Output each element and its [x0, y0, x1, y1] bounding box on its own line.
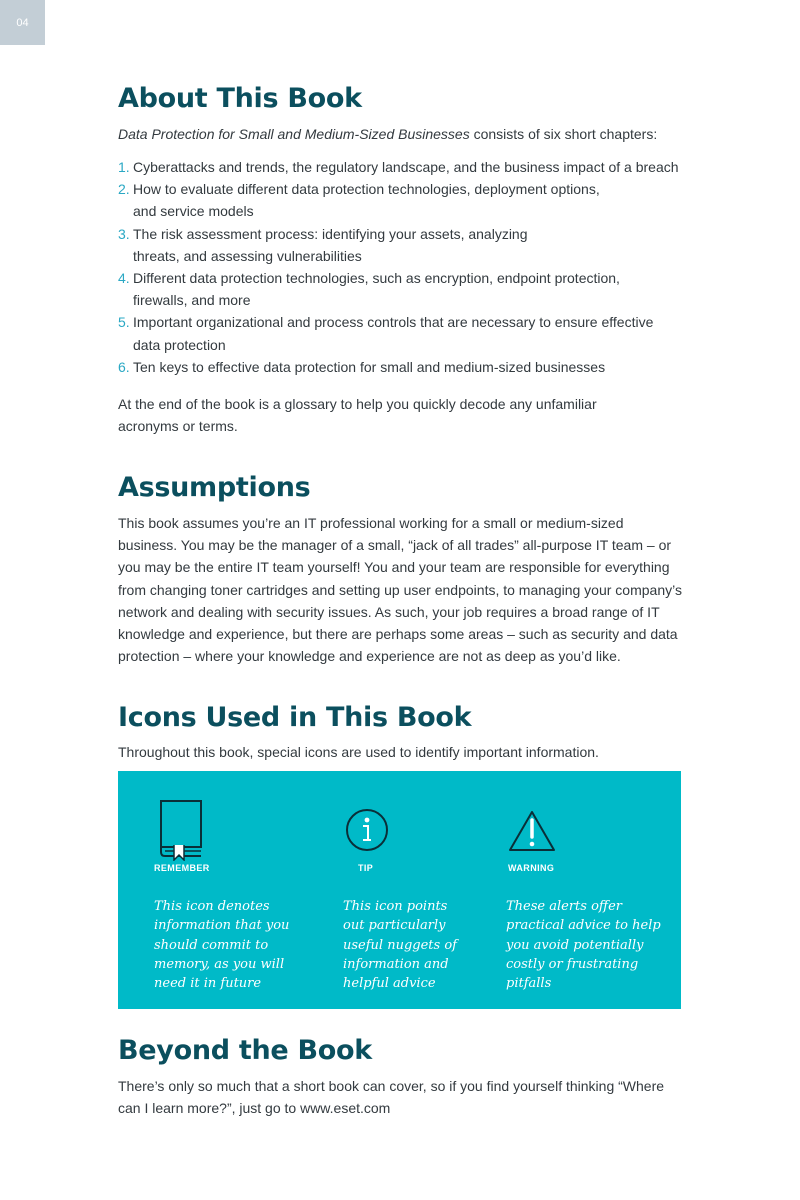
assumptions-heading: Assumptions — [118, 472, 311, 503]
about-intro-rest: consists of six short chapters: — [469, 126, 658, 142]
page-number-tab — [0, 0, 45, 45]
warning-triangle-icon — [508, 809, 556, 853]
list-item — [118, 356, 684, 378]
icon-item-tip — [342, 771, 502, 1009]
icon-item-warning — [506, 771, 676, 1009]
list-number: 6. — [118, 358, 130, 375]
list-number: 5. — [118, 314, 130, 331]
assumptions-body: This book assumes you’re an IT professional working for a small or medium-sized business. You may be the manager of a small, “jack of all trades” all-purpose IT team – or you may be the entire IT team yourself! You and your team are responsible for everything from changing toner cartridges and setting up user endpoints, to managing your company’s network and dealing with security issues. As such, your job requires a broad range of IT knowledge and experience, but there are perhaps some areas – such as security and data protection – where your knowledge and experience are not as deep as you’d like. — [118, 515, 682, 665]
about-heading: About This Book — [118, 83, 362, 114]
list-text: Important organizational and process controls that are necessary to ensure effective data protection — [133, 314, 654, 353]
book-title: Data Protection for Small and Medium-Sized Businesses — [118, 126, 470, 142]
list-text: Ten keys to effective data protection for small and medium-sized businesses — [133, 358, 606, 375]
about-closing: At the end of the book is a glossary to help you quickly decode any unfamiliar acronyms or terms. — [118, 396, 597, 435]
list-text: Cyberattacks and trends, the regulatory landscape, and the business impact of a breach — [133, 159, 679, 175]
info-circle-icon — [344, 807, 390, 853]
icon-label: REMEMBER — [154, 863, 210, 873]
list-text: The risk assessment process: identifying your assets, analyzing threats, and assessing vulnerabilities — [133, 225, 528, 264]
list-text: How to evaluate different data protection technologies, deployment options, and service models — [133, 181, 600, 220]
icons-intro: Throughout this book, special icons are used to identify important information. — [118, 744, 599, 760]
beyond-body: There’s only so much that a short book can cover, so if you find yourself thinking “Where can I learn more?”, just go to www.eset.com — [118, 1078, 665, 1117]
page-number: 04 — [16, 16, 29, 29]
icon-description: This icon denotes information that you should commit to memory, as you will need it in future — [154, 899, 290, 992]
icon-description: These alerts offer practical advice to help you avoid potentially costly or frustrating pitfalls — [506, 899, 661, 992]
list-item — [118, 311, 684, 355]
list-number: 1. — [118, 159, 130, 175]
icon-description: This icon points out particularly useful nuggets of information and helpful advice — [343, 899, 457, 992]
icon-label: WARNING — [508, 863, 555, 873]
icons-heading: Icons Used in This Book — [118, 702, 472, 733]
list-item — [118, 223, 684, 267]
list-item — [118, 267, 684, 311]
list-item — [118, 178, 684, 222]
chapter-list — [118, 156, 684, 378]
list-item — [118, 156, 684, 178]
list-number: 3. — [118, 225, 130, 242]
list-text: Different data protection technologies, such as encryption, endpoint protection, firewalls, and more — [133, 270, 620, 309]
book-bookmark-icon — [156, 797, 204, 861]
icons-legend-box — [118, 771, 681, 1009]
about-intro — [118, 123, 684, 145]
beyond-heading: Beyond the Book — [118, 1035, 372, 1066]
list-number: 4. — [118, 270, 130, 287]
icon-label: TIP — [358, 863, 374, 873]
icon-item-remember — [154, 771, 314, 1009]
list-number: 2. — [118, 181, 130, 198]
